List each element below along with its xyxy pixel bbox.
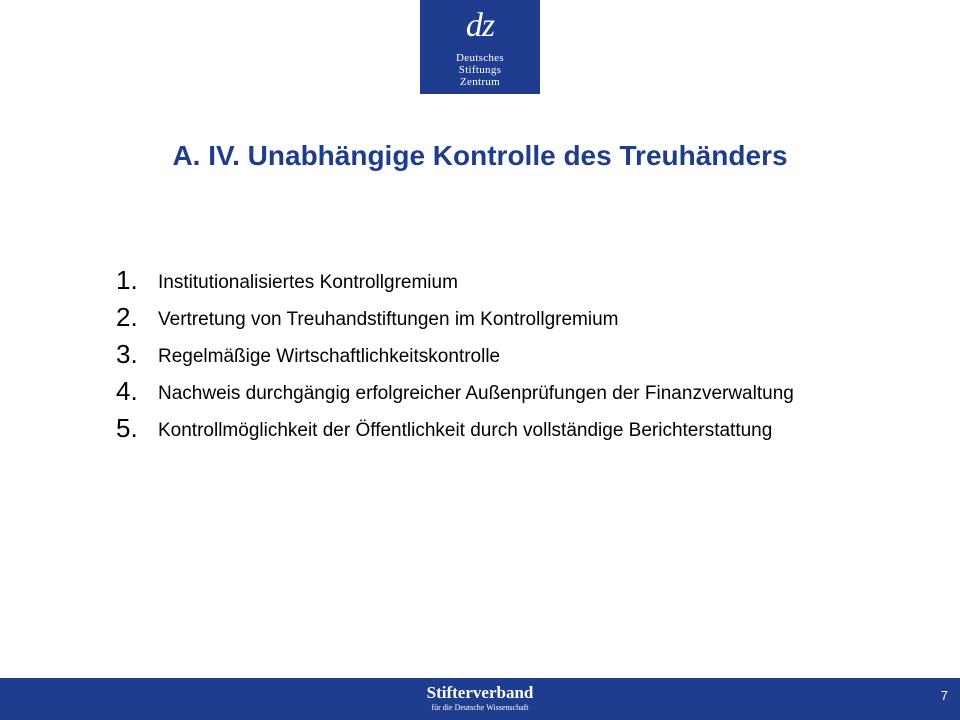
logo-line-3: Zentrum [460, 76, 500, 88]
dsz-logo [420, 0, 540, 94]
list-item-text: Institutionalisiertes Kontrollgremium [158, 272, 458, 293]
logo-line-2: Stiftungs [458, 64, 502, 76]
list-item [116, 266, 796, 294]
slide-title: A. IV. Unabhängige Kontrolle des Treuhänders [172, 140, 788, 171]
footer-bar [0, 678, 960, 720]
list-item [116, 377, 796, 405]
list-item-text: Nachweis durchgängig erfolgreicher Außenprüfungen der Finanzverwaltung [158, 383, 794, 404]
list-item-text: Kontrollmöglichkeit der Öffentlichkeit durch vollständige Berichterstattung [158, 420, 773, 441]
list-item-number: 5. [116, 413, 138, 443]
list-item [116, 414, 796, 442]
logo-mark: dz [465, 7, 495, 44]
numbered-list [116, 266, 796, 451]
page-number: 7 [940, 688, 948, 703]
logo-line-1: Deutsches [456, 52, 504, 64]
footer-subtitle: für die Deutsche Wissenschaft [431, 703, 529, 712]
footer-brand: Stifterverband [426, 683, 534, 702]
list-item-text: Regelmäßige Wirtschaftlichkeitskontrolle [158, 346, 501, 367]
list-item-number: 4. [116, 376, 138, 406]
list-item [116, 303, 796, 331]
list-item-number: 1. [116, 265, 138, 295]
list-item-text: Vertretung von Treuhandstiftungen im Kontrollgremium [158, 309, 619, 330]
list-item-number: 3. [116, 339, 138, 369]
list-item [116, 340, 796, 368]
list-item-number: 2. [116, 302, 138, 332]
